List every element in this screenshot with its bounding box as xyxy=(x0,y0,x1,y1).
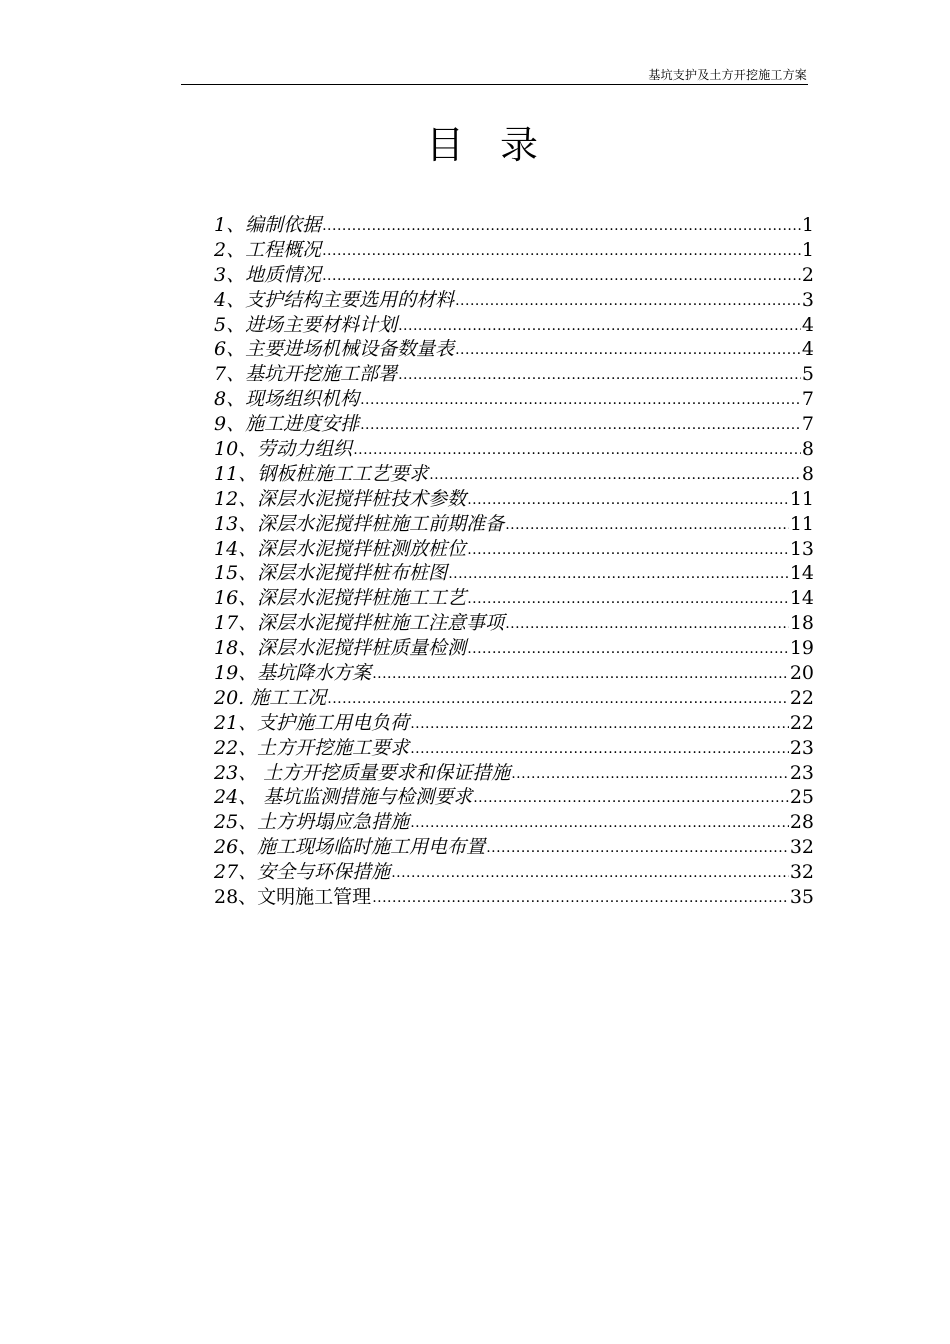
toc-entry[interactable] xyxy=(214,661,814,686)
toc-entry[interactable] xyxy=(214,487,814,512)
dot-leader xyxy=(467,538,789,563)
toc-entry-label: 2、工程概况 xyxy=(214,238,322,261)
toc-entry[interactable] xyxy=(214,437,814,462)
toc-entry-label: 3、地质情况 xyxy=(214,263,322,286)
dot-leader xyxy=(322,239,801,264)
toc-entry[interactable] xyxy=(214,337,814,362)
toc-entry[interactable] xyxy=(214,711,814,736)
toc-entry-label: 1、编制依据 xyxy=(214,214,322,236)
dot-leader xyxy=(467,488,789,513)
dot-leader xyxy=(455,338,801,363)
toc-entry[interactable] xyxy=(214,288,814,313)
toc-entry-page: 4 xyxy=(801,313,814,336)
toc-entry[interactable] xyxy=(214,736,814,761)
toc-entry-page: 5 xyxy=(801,363,814,386)
toc-entry[interactable] xyxy=(214,636,814,661)
toc-entry-label: 10、劳动力组织 xyxy=(214,438,353,461)
toc-entry-label: 11、钢板桩施工工艺要求 xyxy=(214,462,429,485)
dot-leader xyxy=(322,214,801,239)
toc-entry-label: 22、土方开挖施工要求 xyxy=(214,736,410,759)
toc-entry-label: 13、深层水泥搅拌桩施工前期准备 xyxy=(214,512,505,535)
dot-leader xyxy=(398,314,801,339)
header-rule xyxy=(181,84,808,85)
dot-leader xyxy=(448,562,789,587)
dot-leader xyxy=(467,637,789,662)
dot-leader xyxy=(410,811,789,836)
toc-entry[interactable] xyxy=(214,313,814,338)
toc-entry-label: 18、深层水泥搅拌桩质量检测 xyxy=(214,637,467,660)
running-header: 基坑支护及土方开挖施工方案 xyxy=(648,68,807,82)
dot-leader xyxy=(372,886,789,911)
toc-entry-page: 1 xyxy=(801,238,814,261)
toc-entry-page: 25 xyxy=(789,786,814,809)
toc-entry-page: 4 xyxy=(801,338,814,361)
toc-entry-page: 22 xyxy=(789,686,814,709)
toc-entry[interactable] xyxy=(214,561,814,586)
toc-entry[interactable] xyxy=(214,785,814,810)
toc-entry[interactable] xyxy=(214,512,814,537)
toc-entry-page: 18 xyxy=(789,612,814,635)
toc-entry-page: 3 xyxy=(801,288,814,311)
dot-leader xyxy=(327,687,789,712)
toc-entry-page: 7 xyxy=(801,388,814,411)
toc-entry-label: 14、深层水泥搅拌桩测放桩位 xyxy=(214,537,467,560)
toc-entry-label: 7、基坑开挖施工部署 xyxy=(214,363,398,386)
toc-entry[interactable] xyxy=(214,263,814,288)
toc-entry-page: 8 xyxy=(801,438,814,461)
dot-leader xyxy=(410,712,789,737)
toc-entry-page: 7 xyxy=(801,413,814,436)
toc-entry-label: 5、进场主要材料计划 xyxy=(214,313,398,336)
toc-entry-label: 16、深层水泥搅拌桩施工工艺 xyxy=(214,587,467,610)
toc-entry[interactable] xyxy=(214,835,814,860)
toc-entry-label: 4、支护结构主要选用的材料 xyxy=(214,288,455,311)
toc-entry-page: 22 xyxy=(789,711,814,734)
dot-leader xyxy=(455,289,801,314)
toc-entry-label: 27、安全与环保措施 xyxy=(214,861,391,884)
dot-leader xyxy=(322,264,801,289)
toc-entry-page: 32 xyxy=(789,861,814,884)
toc-entry-page: 8 xyxy=(801,462,814,485)
toc-entry-label: 20. 施工工况 xyxy=(214,686,327,709)
toc-entry-label: 25、土方坍塌应急措施 xyxy=(214,811,410,834)
toc-entry-label: 19、基坑降水方案 xyxy=(214,662,372,685)
toc-entry-label: 9、施工进度安排 xyxy=(214,413,360,436)
toc-entry-label: 15、深层水泥搅拌桩布桩图 xyxy=(214,562,448,585)
toc-entry-page: 23 xyxy=(789,736,814,759)
toc-entry[interactable] xyxy=(214,462,814,487)
dot-leader xyxy=(505,612,789,637)
toc-entry-page: 14 xyxy=(789,562,814,585)
toc-entry-label: 21、支护施工用电负荷 xyxy=(214,711,410,734)
toc-entry-page: 35 xyxy=(789,886,814,909)
dot-leader xyxy=(353,438,801,463)
dot-leader xyxy=(467,587,789,612)
toc-entry[interactable] xyxy=(214,387,814,412)
toc-entry-page: 11 xyxy=(789,512,814,535)
toc-entry-label: 12、深层水泥搅拌桩技术参数 xyxy=(214,487,467,510)
toc-entry[interactable] xyxy=(214,412,814,437)
toc-entry-label: 17、深层水泥搅拌桩施工注意事项 xyxy=(214,612,505,635)
toc-entry-label: 26、施工现场临时施工用电布置 xyxy=(214,836,486,859)
dot-leader xyxy=(360,388,801,413)
toc-entry-page: 28 xyxy=(789,811,814,834)
toc-entry-label: 24、 基坑监测措施与检测要求 xyxy=(214,786,473,809)
toc-entry[interactable] xyxy=(214,238,814,263)
dot-leader xyxy=(429,463,801,488)
toc-entry[interactable] xyxy=(214,586,814,611)
toc-entry[interactable] xyxy=(214,761,814,786)
toc-entry-page: 32 xyxy=(789,836,814,859)
toc-entry-label: 8、现场组织机构 xyxy=(214,388,360,411)
dot-leader xyxy=(486,836,789,861)
toc-entry-page: 14 xyxy=(789,587,814,610)
dot-leader xyxy=(473,786,789,811)
dot-leader xyxy=(398,363,801,388)
dot-leader xyxy=(391,861,789,886)
toc-entry-label: 6、主要进场机械设备数量表 xyxy=(214,338,455,361)
toc-entry[interactable] xyxy=(214,611,814,636)
toc-entry-page: 2 xyxy=(801,263,814,286)
toc-title: 目录 xyxy=(425,123,574,167)
toc-entry-page: 20 xyxy=(789,662,814,685)
toc-list xyxy=(214,213,814,910)
toc-entry[interactable] xyxy=(214,213,814,238)
toc-entry[interactable] xyxy=(214,885,814,910)
toc-entry-page: 13 xyxy=(789,537,814,560)
dot-leader xyxy=(372,662,789,687)
toc-entry-label: 23、 土方开挖质量要求和保证措施 xyxy=(214,761,511,784)
toc-entry-page: 11 xyxy=(789,487,814,510)
toc-entry-page: 19 xyxy=(789,637,814,660)
toc-entry[interactable] xyxy=(214,810,814,835)
dot-leader xyxy=(511,762,789,787)
toc-entry-label: 28、文明施工管理 xyxy=(214,886,372,909)
dot-leader xyxy=(410,737,789,762)
dot-leader xyxy=(360,413,801,438)
toc-entry[interactable] xyxy=(214,686,814,711)
toc-entry-page: 23 xyxy=(789,761,814,784)
dot-leader xyxy=(505,513,789,538)
toc-entry[interactable] xyxy=(214,537,814,562)
toc-entry[interactable] xyxy=(214,860,814,885)
toc-entry[interactable] xyxy=(214,362,814,387)
toc-entry-page: 1 xyxy=(801,214,814,236)
